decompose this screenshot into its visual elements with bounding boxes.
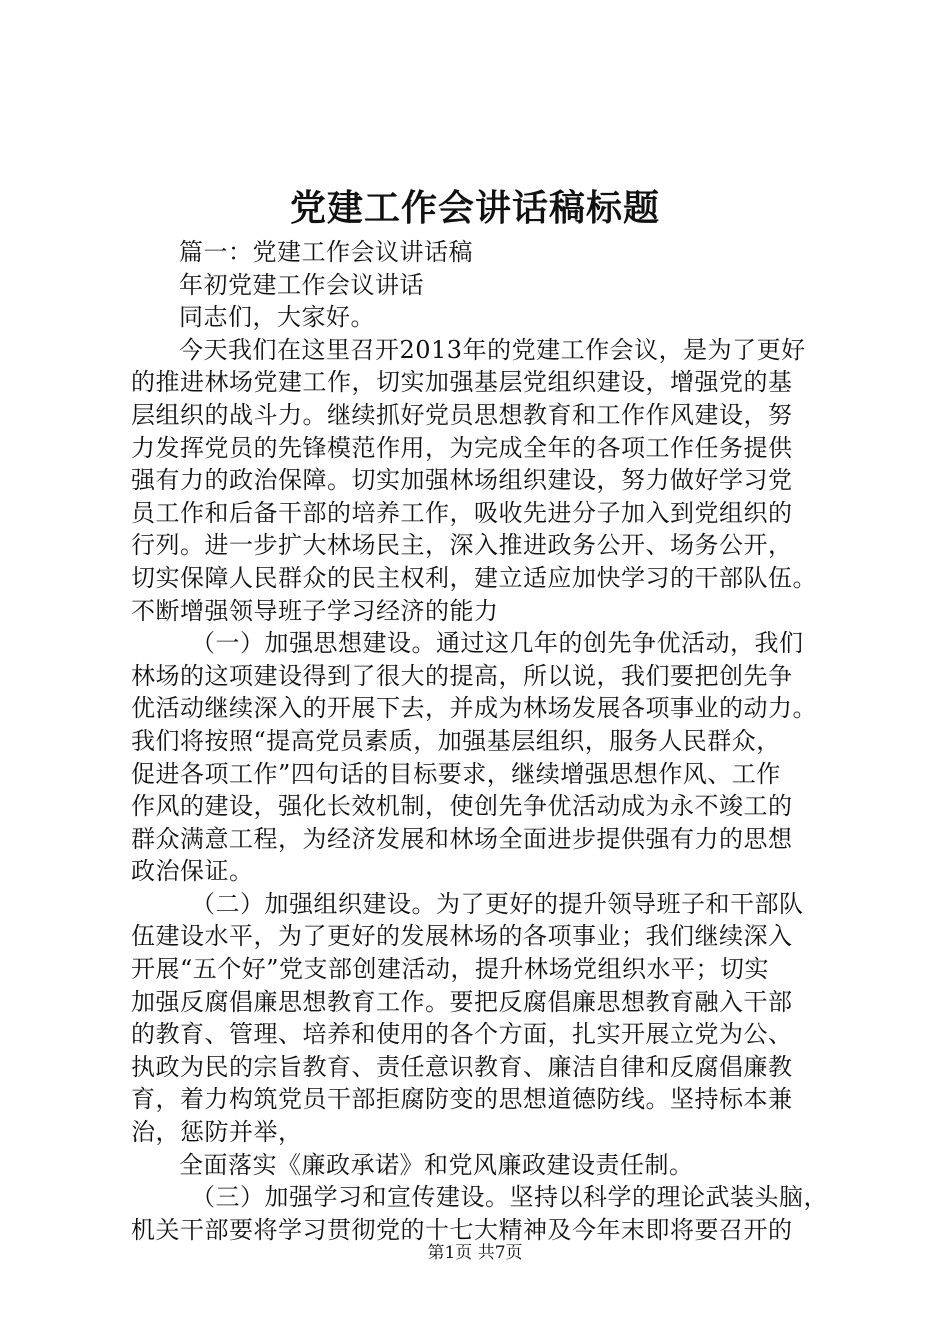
- body-line: 全面落实《廉政承诺》和党风廉政建设责任制。: [179, 1150, 694, 1179]
- body-line: 机关干部要将学习贯彻党的十七大精神及今年末即将要召开的: [131, 1215, 793, 1244]
- body-line: 加强反腐倡廉思想教育工作。要把反腐倡廉思想教育融入干部: [131, 987, 793, 1016]
- document-title: 党建工作会讲话稿标题: [289, 187, 660, 229]
- body-line: 力发挥党员的先锋模范作用，为完成全年的各项工作任务提供: [131, 433, 793, 462]
- body-line: 我们将按照“提高党员素质，加强基层组织，服务人民群众，: [131, 726, 781, 755]
- page-number-footer: 第1页 共7页: [427, 1243, 523, 1263]
- body-line: 育，着力构筑党员干部拒腐防变的思想道德防线。坚持标本兼: [131, 1085, 793, 1114]
- body-line: 群众满意工程，为经济发展和林场全面进步提供强有力的思想: [131, 824, 793, 853]
- body-line: 的教育、管理、培养和使用的各个方面，扎实开展立党为公、: [131, 1020, 793, 1049]
- body-line: 执政为民的宗旨教育、责任意识教育、廉洁自律和反腐倡廉教: [131, 1052, 793, 1081]
- body-line: 开展“五个好”党支部创建活动，提升林场党组织水平；切实: [131, 955, 770, 984]
- body-line: 治，惩防并举，: [131, 1118, 303, 1147]
- body-line: 不断增强领导班子学习经济的能力: [131, 596, 499, 625]
- body-line: 促进各项工作”四句话的目标要求，继续增强思想作风、工作: [131, 759, 781, 788]
- body-line: 优活动继续深入的开展下去，并成为林场发展各项事业的动力。: [131, 694, 817, 723]
- body-line: 今天我们在这里召开2013年的党建工作会议，是为了更好: [179, 335, 806, 364]
- document-body: [131, 236, 851, 1246]
- body-line: （二）加强组织建设。为了更好的提升领导班子和干部队: [191, 889, 804, 918]
- body-line: 林场的这项建设得到了很大的提高，所以说，我们要把创先争: [131, 661, 793, 690]
- body-line: （一）加强思想建设。通过这几年的创先争优活动，我们: [191, 629, 804, 658]
- body-line: 篇一：党建工作会议讲话稿: [179, 238, 473, 266]
- body-line: 年初党建工作会议讲话: [179, 270, 424, 299]
- body-line: 伍建设水平，为了更好的发展林场的各项事业；我们继续深入: [131, 922, 793, 951]
- body-line: 政治保证。: [131, 857, 254, 886]
- body-line: 同志们，大家好。: [179, 303, 375, 332]
- body-line: 行列。进一步扩大林场民主，深入推进政务公开、场务公开，: [131, 531, 793, 560]
- body-line: 强有力的政治保障。切实加强林场组织建设，努力做好学习党: [131, 466, 793, 495]
- body-line: 的推进林场党建工作，切实加强基层党组织建设，增强党的基: [131, 368, 793, 397]
- body-line: 员工作和后备干部的培养工作，吸收先进分子加入到党组织的: [131, 498, 793, 527]
- body-line: （三）加强学习和宣传建设。坚持以科学的理论武装头脑，: [191, 1183, 828, 1212]
- body-line: 切实保障人民群众的民主权利，建立适应加快学习的干部队伍。: [131, 563, 817, 592]
- body-line: 层组织的战斗力。继续抓好党员思想教育和工作作风建设，努: [131, 400, 793, 429]
- body-line: 作风的建设，强化长效机制，使创先争优活动成为永不竣工的: [131, 792, 793, 821]
